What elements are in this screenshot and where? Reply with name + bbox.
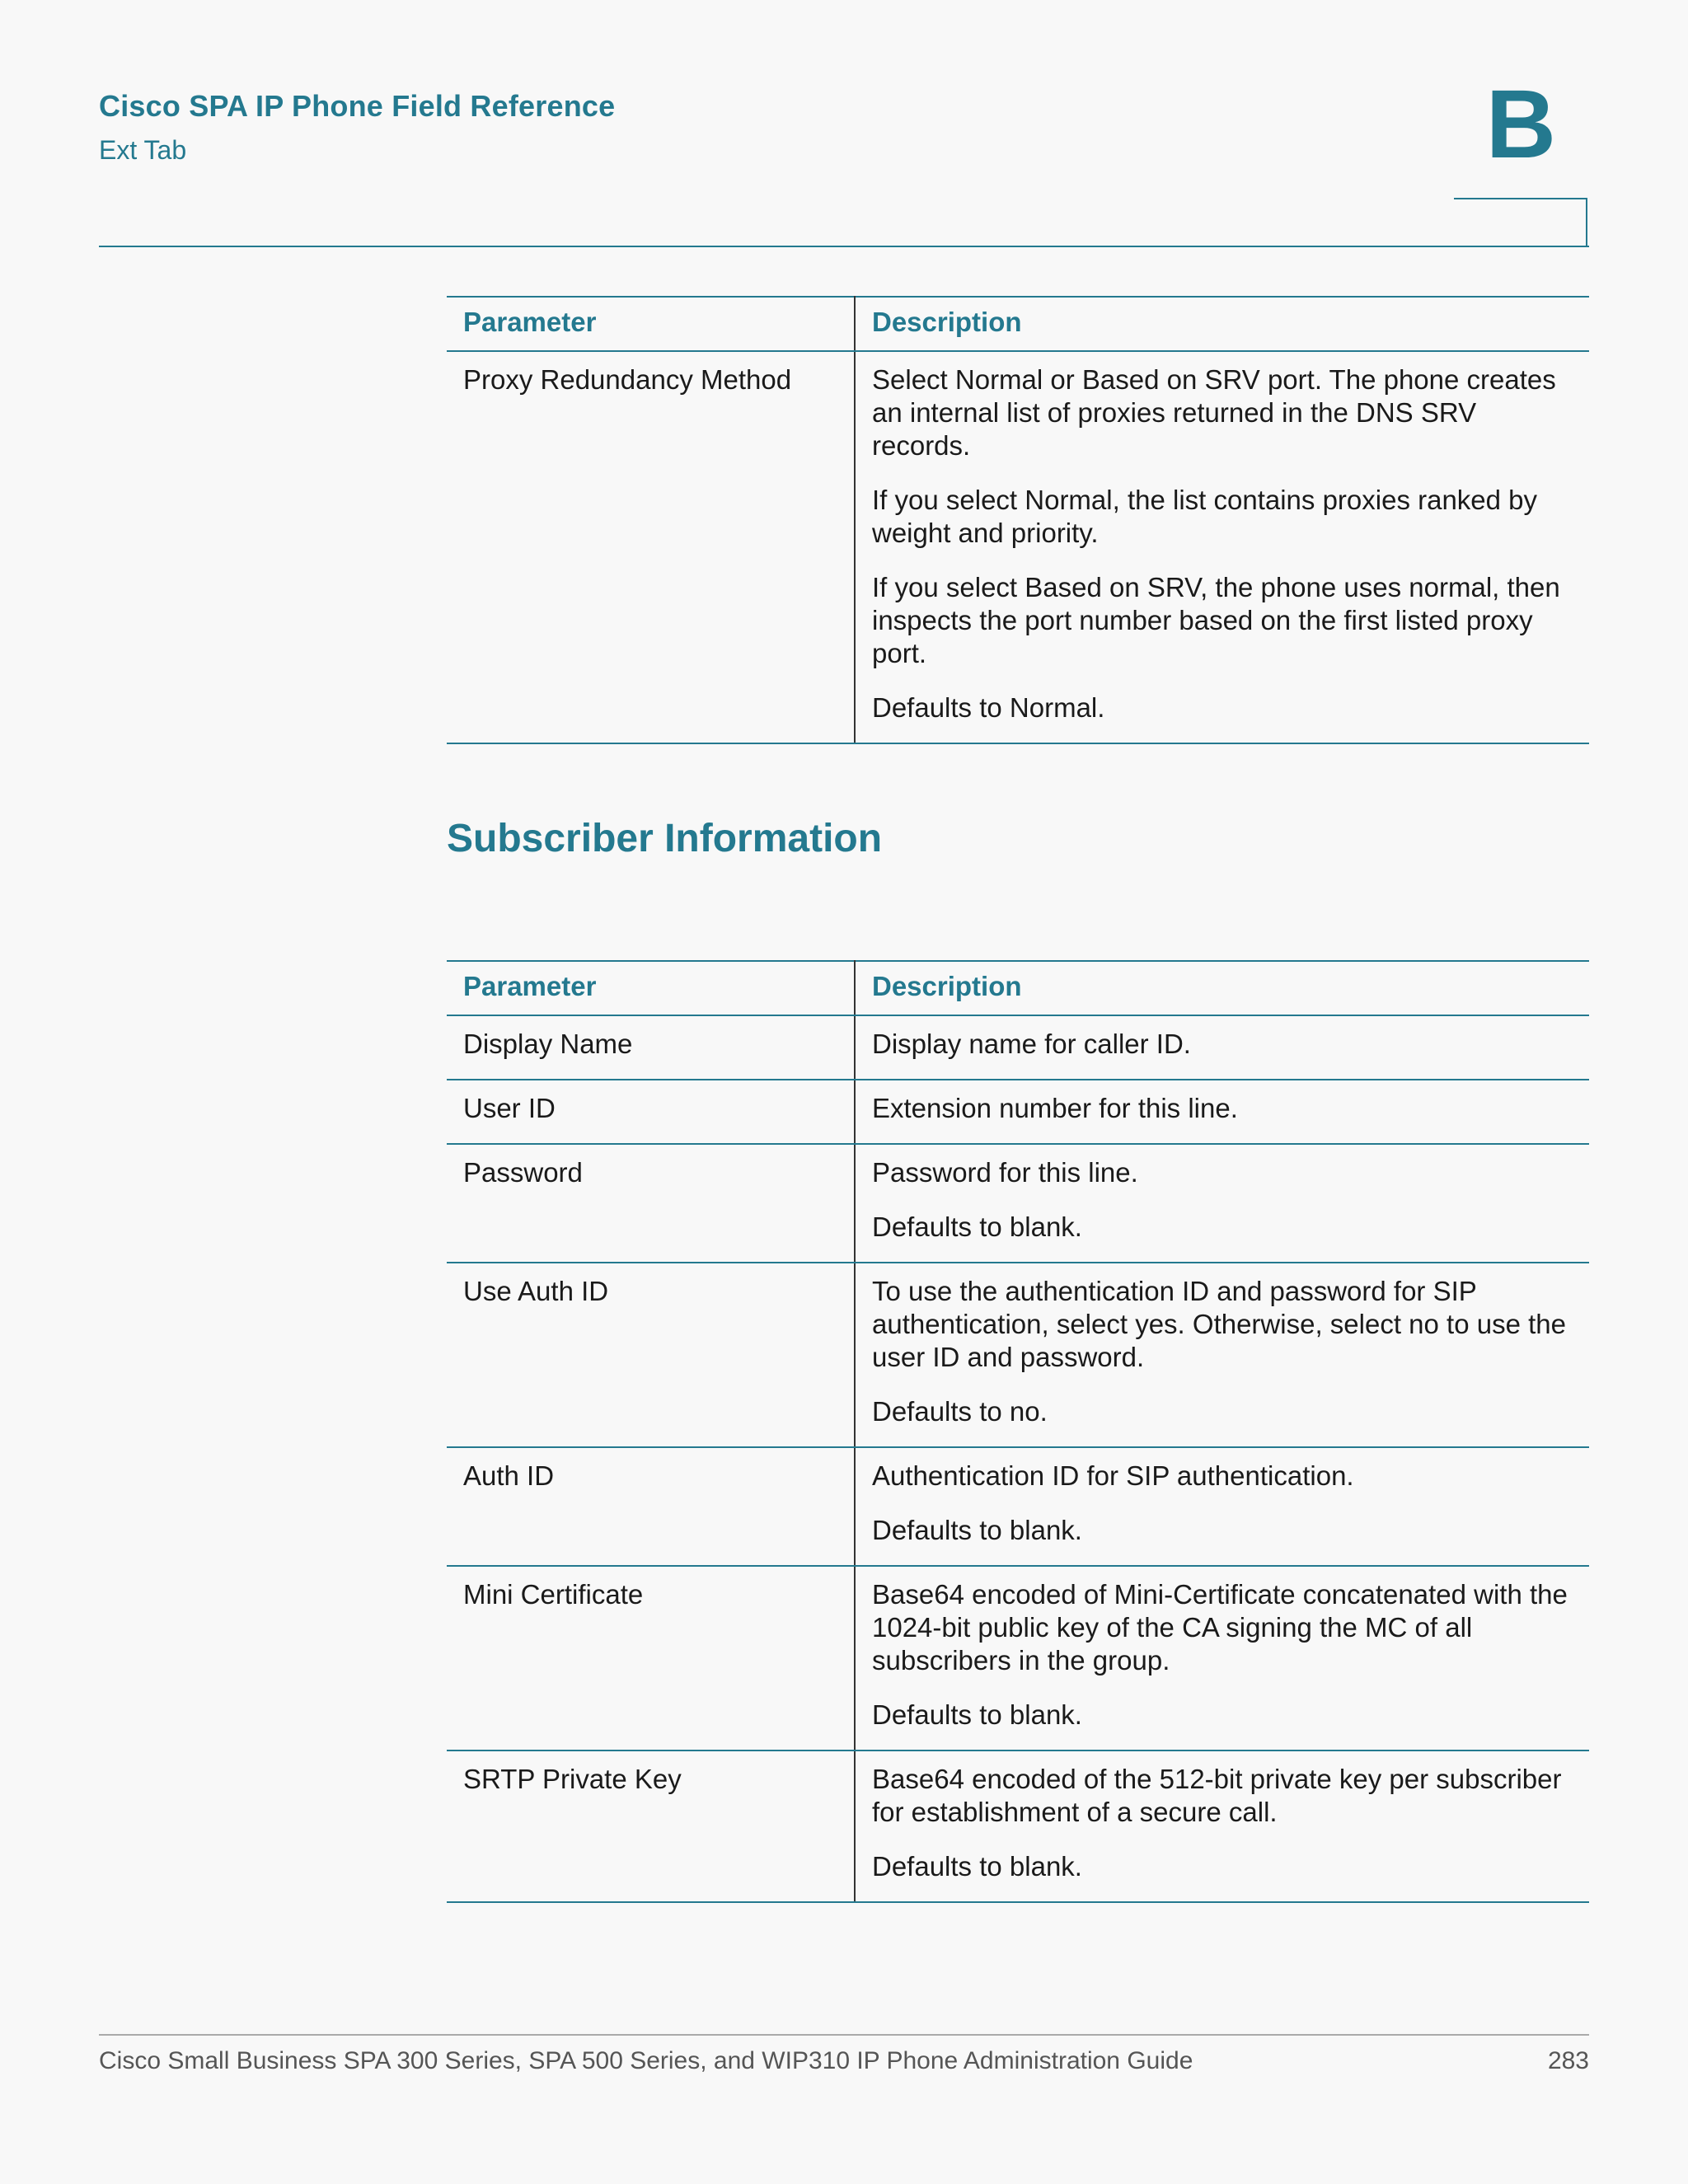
description-paragraph: Defaults to blank. — [872, 1515, 1082, 1545]
column-header-parameter: Parameter — [447, 961, 855, 1015]
proxy-parameter-table — [447, 296, 1589, 744]
description-paragraph: Display name for caller ID. — [872, 1029, 1191, 1059]
parameter-cell: Proxy Redundancy Method — [447, 351, 855, 743]
description-paragraph: Defaults to blank. — [872, 1699, 1082, 1730]
description-cell — [855, 1015, 1589, 1080]
chapter-tab-box — [1454, 198, 1587, 246]
description-cell — [855, 1566, 1589, 1750]
description-cell — [855, 1750, 1589, 1902]
description-cell — [855, 351, 1589, 743]
table-row — [447, 1144, 1589, 1263]
description-cell — [855, 1080, 1589, 1144]
column-header-description: Description — [855, 961, 1589, 1015]
parameter-cell: User ID — [447, 1080, 855, 1144]
description-paragraph: To use the authentication ID and password for SIP authentication, select yes. Otherwise, select no to use the user ID and password. — [872, 1276, 1566, 1372]
parameter-cell: Mini Certificate — [447, 1566, 855, 1750]
table-row — [447, 351, 1589, 743]
table-row — [447, 1263, 1589, 1447]
header-title: Cisco SPA IP Phone Field Reference — [99, 89, 616, 123]
description-paragraph: Base64 encoded of Mini-Certificate concatenated with the 1024-bit public key of the CA signing the MC of all subscribers in the group. — [872, 1579, 1568, 1675]
description-paragraph: Base64 encoded of the 512-bit private key per subscriber for establishment of a secure call. — [872, 1764, 1562, 1827]
parameter-cell: Display Name — [447, 1015, 855, 1080]
column-header-description: Description — [855, 297, 1589, 351]
description-paragraph: Defaults to blank. — [872, 1212, 1082, 1242]
description-paragraph: If you select Based on SRV, the phone uses normal, then inspects the port number based on the first listed proxy port. — [872, 572, 1560, 668]
parameter-cell: SRTP Private Key — [447, 1750, 855, 1902]
description-cell — [855, 1263, 1589, 1447]
table-row — [447, 1566, 1589, 1750]
description-cell — [855, 1447, 1589, 1566]
parameter-cell: Use Auth ID — [447, 1263, 855, 1447]
description-paragraph: Extension number for this line. — [872, 1093, 1238, 1123]
header-divider — [99, 246, 1589, 247]
description-paragraph: Defaults to no. — [872, 1396, 1048, 1427]
description-paragraph: If you select Normal, the list contains proxies ranked by weight and priority. — [872, 485, 1538, 548]
table-row — [447, 1750, 1589, 1902]
description-paragraph: Defaults to Normal. — [872, 692, 1105, 723]
description-paragraph: Select Normal or Based on SRV port. The phone creates an internal list of proxies returned in the DNS SRV records. — [872, 364, 1556, 461]
table-row — [447, 1447, 1589, 1566]
table-header-row — [447, 297, 1589, 351]
section-heading: Subscriber Information — [447, 817, 883, 860]
page-number: 283 — [1547, 2047, 1589, 2074]
table-header-row — [447, 961, 1589, 1015]
subscriber-parameter-table — [447, 960, 1589, 1903]
column-header-parameter: Parameter — [447, 297, 855, 351]
header-subtitle: Ext Tab — [99, 135, 187, 165]
description-cell — [855, 1144, 1589, 1263]
table-row — [447, 1015, 1589, 1080]
description-paragraph: Password for this line. — [872, 1157, 1138, 1188]
description-paragraph: Defaults to blank. — [872, 1851, 1082, 1882]
parameter-cell: Auth ID — [447, 1447, 855, 1566]
table-row — [447, 1080, 1589, 1144]
parameter-cell: Password — [447, 1144, 855, 1263]
footer-divider — [99, 2034, 1589, 2036]
chapter-letter: B — [1485, 70, 1556, 179]
footer-guide-title: Cisco Small Business SPA 300 Series, SPA 500 Series, and WIP310 IP Phone Administration Guide — [99, 2047, 1193, 2074]
description-paragraph: Authentication ID for SIP authentication. — [872, 1460, 1354, 1491]
